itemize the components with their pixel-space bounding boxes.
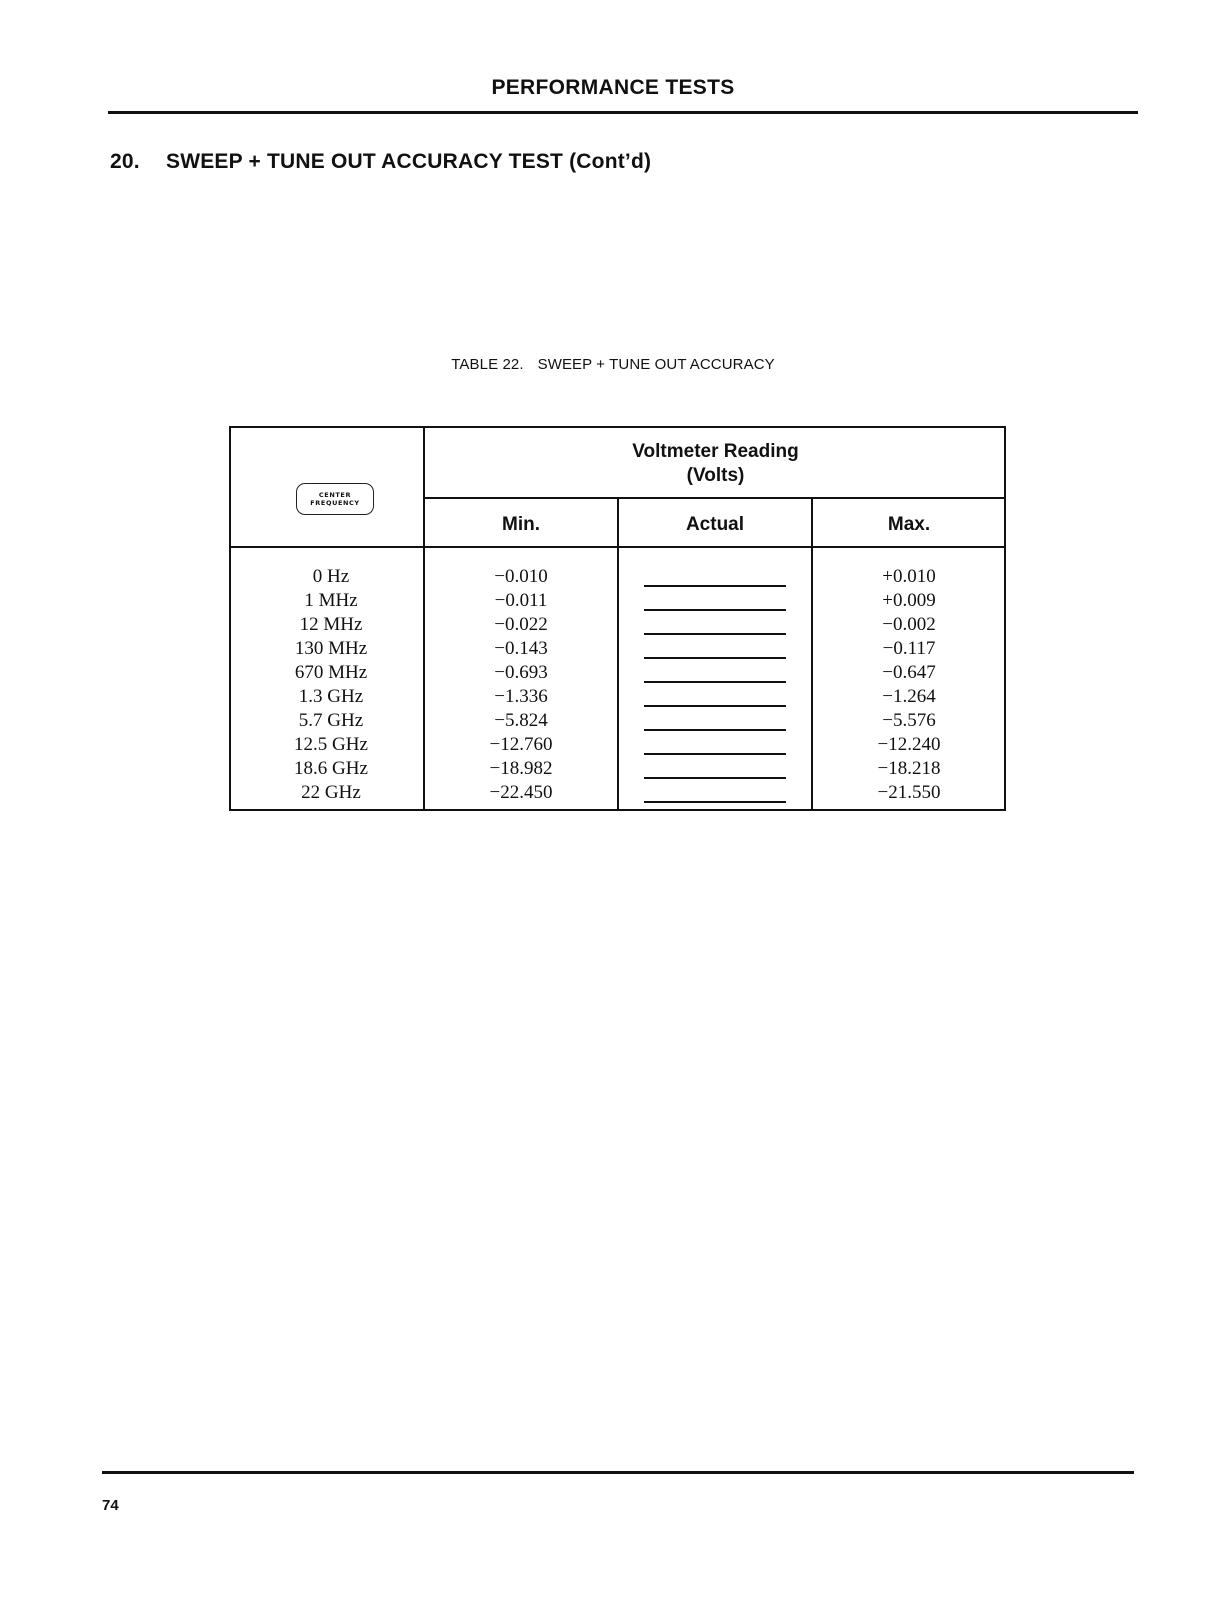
min-cell: −0.022 [494, 614, 548, 635]
actual-blank-line[interactable] [644, 729, 786, 731]
frequency-cell: 12.5 GHz [294, 734, 368, 755]
max-cell: −21.550 [877, 782, 941, 803]
actual-cell [619, 781, 811, 805]
actual-blank-line[interactable] [644, 633, 786, 635]
actual-column [619, 565, 811, 805]
key-label-line1: CENTER [318, 491, 352, 499]
frequency-cell: 5.7 GHz [298, 710, 364, 731]
max-cell: −1.264 [882, 686, 936, 707]
section-heading [110, 150, 651, 174]
frequency-column [231, 565, 423, 805]
min-cell: −0.693 [494, 662, 548, 683]
section-number: 20. [110, 150, 140, 173]
frequency-cell: 1 MHz [304, 590, 358, 611]
center-frequency-key-icon [296, 483, 374, 515]
max-cell: +0.010 [882, 566, 936, 587]
voltmeter-header [425, 440, 1006, 488]
actual-cell [619, 733, 811, 757]
key-label-line2: FREQUENCY [310, 499, 360, 507]
min-cell: −0.143 [494, 638, 548, 659]
frequency-cell: 0 Hz [312, 566, 350, 587]
min-cell: −12.760 [489, 734, 553, 755]
section-title: SWEEP + TUNE OUT ACCURACY TEST (Cont’d) [166, 150, 652, 173]
actual-blank-line[interactable] [644, 681, 786, 683]
actual-cell [619, 685, 811, 709]
actual-cell [619, 565, 811, 589]
top-rule [108, 111, 1138, 114]
col-header-max: Max. [887, 514, 931, 535]
min-cell: −18.982 [489, 758, 553, 779]
actual-cell [619, 661, 811, 685]
table-caption-title: SWEEP + TUNE OUT ACCURACY [537, 356, 775, 373]
actual-blank-line[interactable] [644, 585, 786, 587]
col-header-actual: Actual [685, 514, 745, 535]
min-cell: −1.336 [494, 686, 548, 707]
frequency-cell: 130 MHz [294, 638, 368, 659]
actual-blank-line[interactable] [644, 657, 786, 659]
divider-h-header [231, 546, 1004, 548]
min-cell: −0.011 [494, 590, 548, 611]
actual-cell [619, 613, 811, 637]
max-cell: −0.002 [882, 614, 936, 635]
divider-h-group [425, 497, 1004, 499]
actual-blank-line[interactable] [644, 753, 786, 755]
actual-blank-line[interactable] [644, 777, 786, 779]
frequency-cell: 18.6 GHz [294, 758, 368, 779]
actual-cell [619, 637, 811, 661]
max-cell: −0.117 [882, 638, 936, 659]
actual-cell [619, 709, 811, 733]
table-caption-number: TABLE 22. [451, 356, 524, 373]
voltmeter-header-line2: (Volts) [686, 465, 745, 486]
max-column [813, 565, 1005, 805]
min-cell: −0.010 [494, 566, 548, 587]
max-cell: −5.576 [882, 710, 936, 731]
running-head: PERFORMANCE TESTS [491, 76, 735, 99]
max-cell: −0.647 [882, 662, 936, 683]
table-caption [0, 356, 1226, 373]
frequency-cell: 1.3 GHz [298, 686, 364, 707]
actual-blank-line[interactable] [644, 609, 786, 611]
col-header-min: Min. [502, 514, 540, 535]
max-cell: −18.218 [877, 758, 941, 779]
max-cell: +0.009 [882, 590, 936, 611]
frequency-cell: 670 MHz [294, 662, 368, 683]
actual-cell [619, 589, 811, 613]
page-number: 74 [102, 1497, 119, 1514]
bottom-rule [102, 1471, 1134, 1474]
frequency-cell: 22 GHz [301, 782, 361, 803]
actual-cell [619, 757, 811, 781]
actual-blank-line[interactable] [644, 705, 786, 707]
frequency-cell: 12 MHz [299, 614, 363, 635]
min-cell: −5.824 [494, 710, 548, 731]
min-cell: −22.450 [489, 782, 553, 803]
voltmeter-header-line1: Voltmeter Reading [632, 441, 799, 462]
min-column [425, 565, 617, 805]
actual-blank-line[interactable] [644, 801, 786, 803]
max-cell: −12.240 [877, 734, 941, 755]
accuracy-table [229, 426, 1006, 811]
